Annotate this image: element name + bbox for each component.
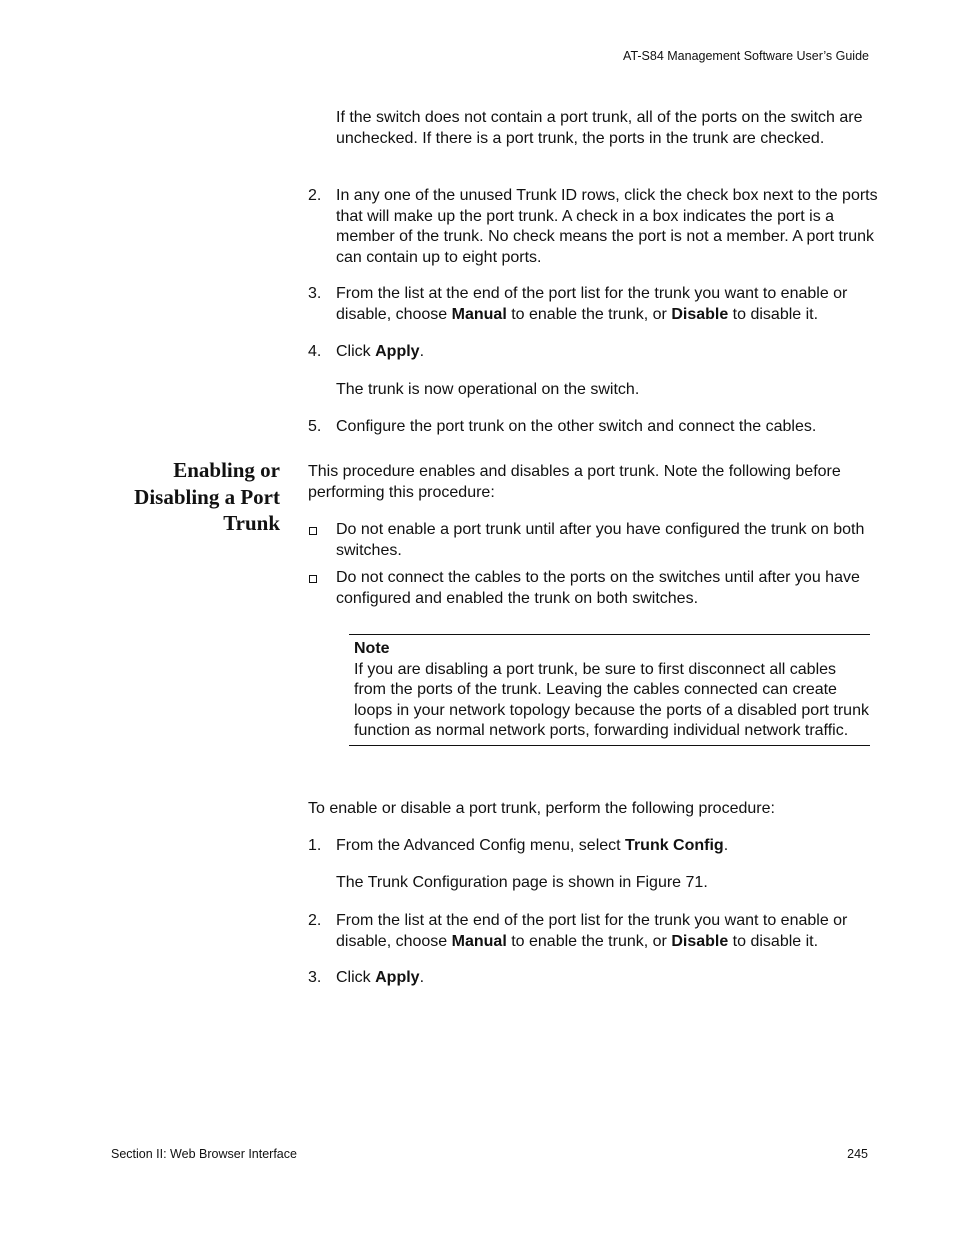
intro-paragraph: If the switch does not contain a port trunk, all of the ports on the switch are unchecked. If there is a port trunk, the ports in the trunk are checked. (336, 109, 863, 147)
running-header: AT-S84 Management Software User’s Guide (623, 49, 869, 63)
manual-option-label: Manual (451, 305, 507, 323)
step-text: From the list at the end of the port list for the trunk you want to enable or disable, choose Manual to enable the trunk, or Disable to disable it. (336, 285, 848, 323)
step-text: From the Advanced Config menu, select Trunk Config. (336, 837, 729, 854)
step-number: 3. (308, 285, 322, 302)
manual-option-label: Manual (451, 932, 507, 950)
apply-button-label: Apply (375, 343, 420, 360)
step-text: Click Apply. (336, 969, 425, 986)
step-number: 5. (308, 418, 322, 435)
footer-section: Section II: Web Browser Interface (111, 1147, 297, 1161)
note-title: Note (354, 640, 390, 657)
apply-button-label: Apply (375, 969, 420, 986)
procedure-intro: To enable or disable a port trunk, perform the following procedure: (308, 800, 775, 817)
step-number: 1. (308, 837, 322, 854)
step-text: Configure the port trunk on the other switch and connect the cables. (336, 418, 817, 435)
disable-option-label: Disable (671, 932, 729, 950)
step-number: 4. (308, 343, 322, 360)
note-text: If you are disabling a port trunk, be sure to first disconnect all cables from the ports of the trunk. Leaving the cables connected can create loops in your network topology because the ports of a disabled port trunk function as normal network ports, forwarding individual network traffic. (354, 660, 869, 739)
section-intro: This procedure enables and disables a port trunk. Note the following before performing this procedure: (308, 463, 841, 501)
step-1-result: The Trunk Configuration page is shown in Figure 71. (336, 874, 708, 891)
bullet-box-icon (309, 575, 317, 583)
step-text: From the list at the end of the port list for the trunk you want to enable or disable, choose Manual to enable the trunk, or Disable to disable it. (336, 912, 848, 950)
step-text: Click Apply. (336, 343, 425, 360)
step-4-result: The trunk is now operational on the switch. (336, 381, 640, 398)
page-number: 245 (847, 1147, 868, 1161)
disable-option-label: Disable (671, 305, 729, 323)
bullet-box-icon (309, 527, 317, 535)
note-box (349, 634, 870, 746)
step-number: 2. (308, 912, 322, 929)
trunk-config-menu-label: Trunk Config (625, 837, 724, 854)
step-number: 3. (308, 969, 322, 986)
step-text: In any one of the unused Trunk ID rows, click the check box next to the ports that will make up the port trunk. A check in a box indicates the port is a member of the trunk. No check means the port is not a member. A port trunk can contain up to eight ports. (336, 187, 878, 266)
step-number: 2. (308, 187, 322, 204)
section-heading: Enabling or Disabling a Port Trunk (134, 458, 280, 535)
